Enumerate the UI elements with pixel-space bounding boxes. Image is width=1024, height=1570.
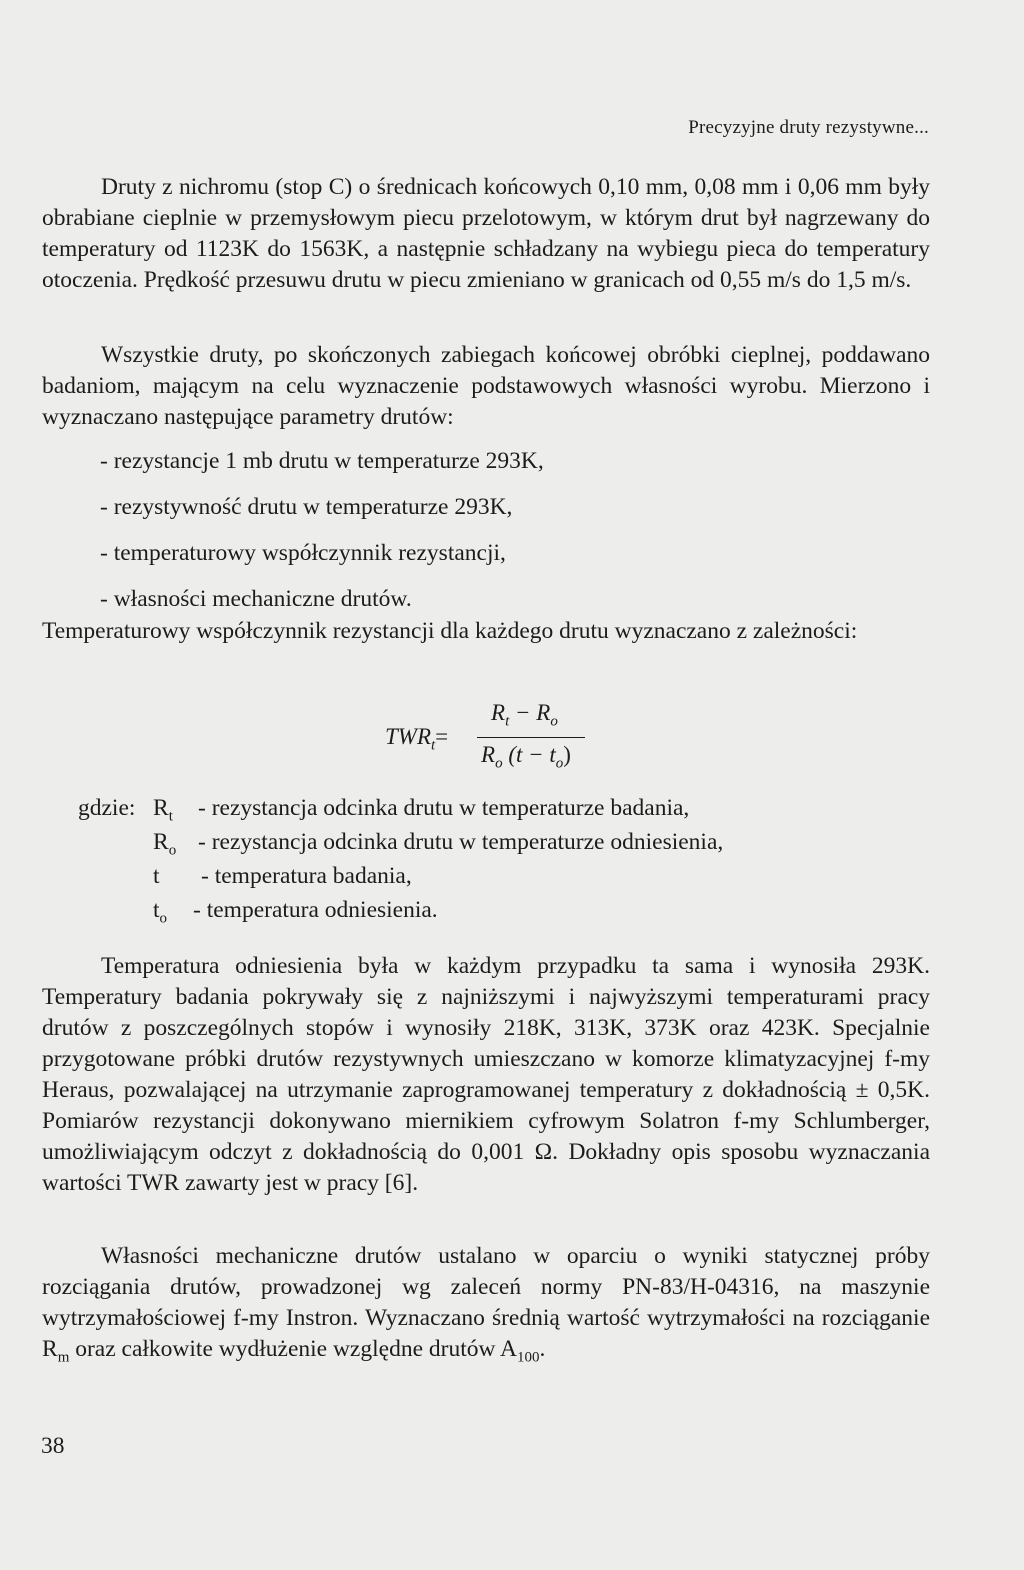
fraction-bar (477, 737, 585, 738)
list-item: - rezystancje 1 mb drutu w temperaturze 293K, (100, 448, 544, 474)
definition-text: - temperatura odniesienia. (193, 897, 438, 923)
formula-numerator: $R_t - R_o$ (491, 700, 558, 730)
paragraph-text: Temperatura odniesienia była w każdym przypadku ta sama i wynosiła 293K. Temperatury badania pokrywały się z najniższymi i najwyższymi temperaturami pracy drutów z poszczególnych stopów i wynosiły 218K, 313K, 373K oraz 423K. Specjalnie przygotowane próbki drutów rezystywnych umieszczano w komorze klimatyzacyjnej f-my Heraus, pozwalającej na utrzymanie zaprogramowanej temperatury z dokładnością ± 0,5K. Pomiarów rezystancji dokonywano miernikiem cyfrowym Solatron f-my Schlumberger, umożliwiającym odczyt z dokładnością do 0,001 Ω. Dokładny opis sposobu wyznaczania wartości TWR zawarty jest w pracy [6]. (42, 953, 930, 1196)
definition-symbol: t (153, 863, 160, 889)
definition-text: - temperatura badania, (201, 863, 412, 889)
paragraph-text: Wszystkie druty, po skończonych zabiegach końcowej obróbki cieplnej, poddawano badaniom, mającym na celu wyznaczenie podstawowych własności wyrobu. Mierzono i wyznaczano następujące parametry drutów: (42, 342, 930, 430)
list-item: - własności mechaniczne drutów. (100, 586, 412, 612)
definition-text: - rezystancja odcinka drutu w temperaturze odniesienia, (198, 829, 724, 855)
formula-denominator: $R_o$ $(t - t_o)$ (481, 742, 571, 772)
page-number: 38 (41, 1433, 65, 1459)
paragraph-text: Druty z nichromu (stop C) o średnicach końcowych 0,10 mm, 0,08 mm i 0,06 mm były obrabiane cieplnie w przemysłowym piecu przelotowym, w którym drut był nagrzewany do temperatury od 1123K do 1563K, a następnie schładzany na wybiegu pieca do temperatury otoczenia. Prędkość przesuwu drutu w piecu zmieniano w granicach od 0,55 m/s do 1,5 m/s. (42, 174, 930, 293)
definition-text: - rezystancja odcinka drutu w temperaturze badania, (198, 795, 690, 821)
paragraph-text: Własności mechaniczne drutów ustalano w oparciu o wyniki statycznej próby rozciągania drutów, prowadzonej wg zaleceń normy PN-83/H-04316, na maszynie wytrzymałościowej f-my Instron. Wyznaczano średnią wartość wytrzymałości na rozciąganie $R_m$ oraz całkowite wydłużenie względne drutów $A_{100}$. (42, 1243, 930, 1366)
list-item: - temperaturowy współczynnik rezystancji, (100, 540, 506, 566)
list-item: - rezystywność drutu w temperaturze 293K, (100, 494, 513, 520)
definition-symbol: $t_o$ (153, 897, 168, 927)
paragraph-twr-intro (42, 616, 930, 647)
twr-formula (385, 700, 605, 780)
where-label: gdzie: (78, 795, 136, 821)
paragraph-testing (42, 340, 930, 433)
paragraph-reference-temperature (42, 951, 930, 1199)
running-header: Precyzyjne druty rezystywne... (688, 117, 929, 138)
definition-symbol: $R_t$ (153, 795, 173, 825)
definition-symbol: $R_o$ (153, 829, 177, 859)
paragraph-nichrome-wires (42, 172, 930, 296)
paragraph-mechanical-properties (42, 1241, 930, 1374)
paragraph-text: Temperaturowy współczynnik rezystancji dla każdego drutu wyznaczano z zależności: (42, 618, 858, 644)
formula-lhs: $TWR_t=$ (385, 724, 449, 754)
